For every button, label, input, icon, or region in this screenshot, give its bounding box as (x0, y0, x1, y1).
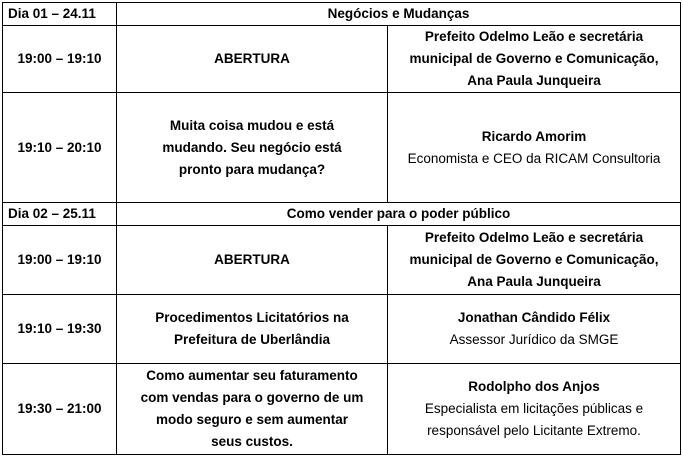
row-speaker (388, 295, 681, 364)
speaker-role: Economista e CEO da RICAM Consultoria (407, 150, 661, 166)
row-time: 19:10 – 19:30 (3, 295, 117, 364)
row-time: 19:10 – 20:10 (3, 93, 117, 203)
speaker-line: Prefeito Odelmo Leão e secretária (424, 230, 644, 245)
row-time: 19:30 – 21:00 (3, 364, 117, 455)
row-title (117, 364, 388, 455)
speaker-name: Ricardo Amorim (481, 128, 587, 144)
day-2-header-row (3, 203, 681, 226)
row-title: ABERTURA (117, 226, 388, 295)
title-line: Como aumentar seu faturamento (146, 368, 358, 383)
day-1-label: Dia 01 – 24.11 (3, 3, 117, 26)
speaker-name: Jonathan Cândido Félix (457, 310, 611, 325)
row-time: 19:00 – 19:10 (3, 226, 117, 295)
schedule-row (3, 226, 681, 295)
title-line: Muita coisa mudou e está (169, 117, 335, 133)
schedule-row (3, 93, 681, 203)
row-speaker (388, 364, 681, 455)
speaker-line: Ana Paula Junqueira (467, 73, 601, 88)
speaker-line: Prefeito Odelmo Leão e secretária (424, 29, 644, 44)
speaker-line: municipal de Governo e Comunicação, (409, 51, 659, 66)
row-speaker (388, 93, 681, 203)
day-2-label: Dia 02 – 25.11 (3, 203, 117, 226)
speaker-name: Rodolpho dos Anjos (468, 379, 600, 394)
title-line: modo seguro e sem aumentar (155, 412, 349, 427)
speaker-role-line: responsável pelo Licitante Extremo. (427, 423, 641, 438)
row-title (117, 295, 388, 364)
title-line: com vendas para o governo de um (140, 390, 364, 405)
row-title: ABERTURA (117, 26, 388, 93)
day-1-theme: Negócios e Mudanças (117, 3, 681, 26)
row-time: 19:00 – 19:10 (3, 26, 117, 93)
speaker-line: municipal de Governo e Comunicação, (409, 252, 659, 267)
row-speaker (388, 26, 681, 93)
schedule-table (2, 2, 681, 455)
row-title (117, 93, 388, 203)
title-line: Procedimentos Licitatórios na (155, 310, 349, 325)
row-speaker (388, 226, 681, 295)
speaker-role: Assessor Jurídico da SMGE (449, 332, 619, 347)
schedule-row (3, 364, 681, 455)
speaker-role-line: Especialista em licitações públicas e (424, 401, 644, 416)
title-line: Prefeitura de Uberlândia (173, 332, 331, 347)
speaker-line: Ana Paula Junqueira (467, 274, 601, 289)
title-line: mudando. Seu negócio está (162, 139, 342, 155)
schedule-row (3, 26, 681, 93)
title-line: seus custos. (211, 434, 293, 449)
day-2-theme: Como vender para o poder público (117, 203, 681, 226)
schedule-row (3, 295, 681, 364)
day-1-header-row (3, 3, 681, 26)
title-line: pronto para mudança? (178, 161, 326, 177)
